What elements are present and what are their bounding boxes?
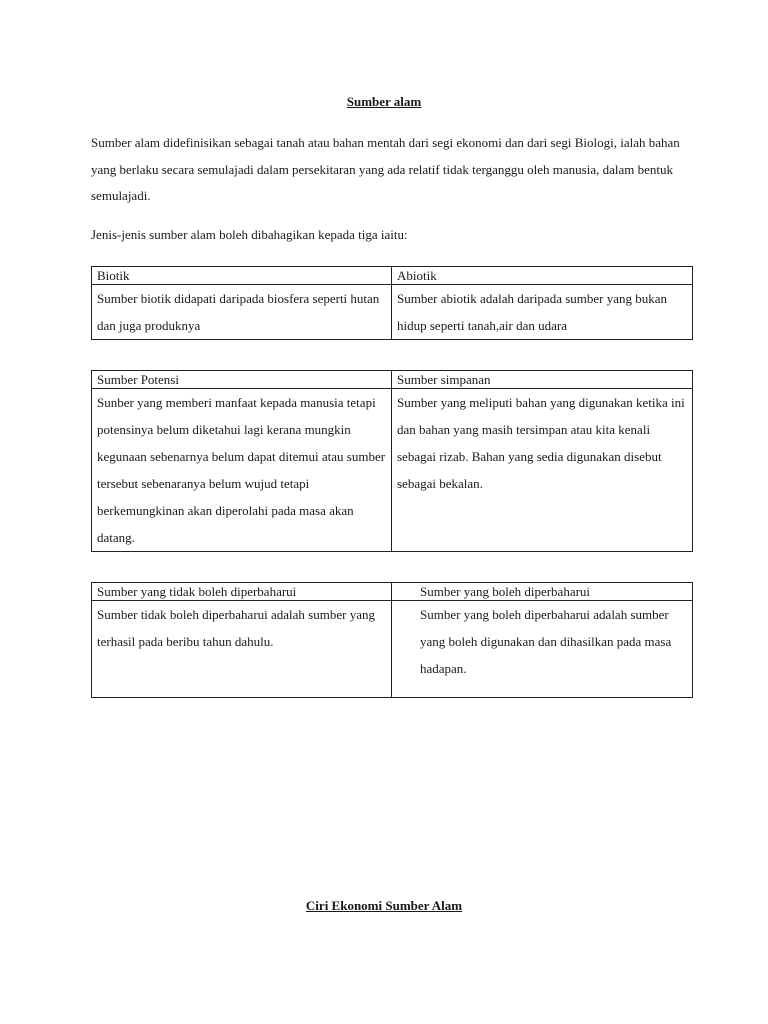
header-tidak-diperbaharui: Sumber yang tidak boleh diperbaharui <box>92 583 392 601</box>
cell-potensi: Sunber yang memberi manfaat kepada manusia tetapi potensinya belum diketahui lagi kerana mungkin kegunaan sebenarnya belum dapat ditemui atau sumber tersebut sebenaranya belum wujud tetapi berkemungkinan akan diperolahi pada masa akan datang. <box>92 389 392 552</box>
header-biotik: Biotik <box>92 267 392 285</box>
table-potensi-simpanan <box>91 370 693 552</box>
table-header-row <box>92 371 693 389</box>
table-row <box>92 285 693 340</box>
table-row <box>92 389 693 552</box>
header-abiotik: Abiotik <box>392 267 693 285</box>
table-header-row <box>92 583 693 601</box>
cell-biotik: Sumber biotik didapati daripada biosfera seperti hutan dan juga produknya <box>92 285 392 340</box>
table-row <box>92 601 693 698</box>
table-diperbaharui <box>91 582 693 698</box>
cell-tidak-diperbaharui: Sumber tidak boleh diperbaharui adalah sumber yang terhasil pada beribu tahun dahulu. <box>92 601 392 698</box>
cell-simpanan: Sumber yang meliputi bahan yang digunakan ketika ini dan bahan yang masih tersimpan atau kita kenali sebagai rizab. Bahan yang sedia digunakan disebut sebagai bekalan. <box>392 389 693 552</box>
cell-diperbaharui: Sumber yang boleh diperbaharui adalah sumber yang boleh digunakan dan dihasilkan pada masa hadapan. <box>392 601 693 698</box>
header-simpanan: Sumber simpanan <box>392 371 693 389</box>
lead-paragraph: Jenis-jenis sumber alam boleh dibahagikan kepada tiga iaitu: <box>91 227 408 242</box>
header-diperbaharui: Sumber yang boleh diperbaharui <box>392 583 693 601</box>
header-potensi: Sumber Potensi <box>92 371 392 389</box>
table-biotik-abiotik <box>91 266 693 340</box>
table-header-row <box>92 267 693 285</box>
cell-abiotik: Sumber abiotik adalah daripada sumber yang bukan hidup seperti tanah,air dan udara <box>392 285 693 340</box>
section-title: Ciri Ekonomi Sumber Alam <box>305 898 463 913</box>
intro-paragraph: Sumber alam didefinisikan sebagai tanah atau bahan mentah dari segi ekonomi dan dari segi Biologi, ialah bahan yang berlaku secara semulajadi dalam persekitaran yang ada relatif tidak terganggu oleh manusia, dalam bentuk semulajadi. <box>91 135 680 203</box>
page-title: Sumber alam <box>346 94 422 109</box>
